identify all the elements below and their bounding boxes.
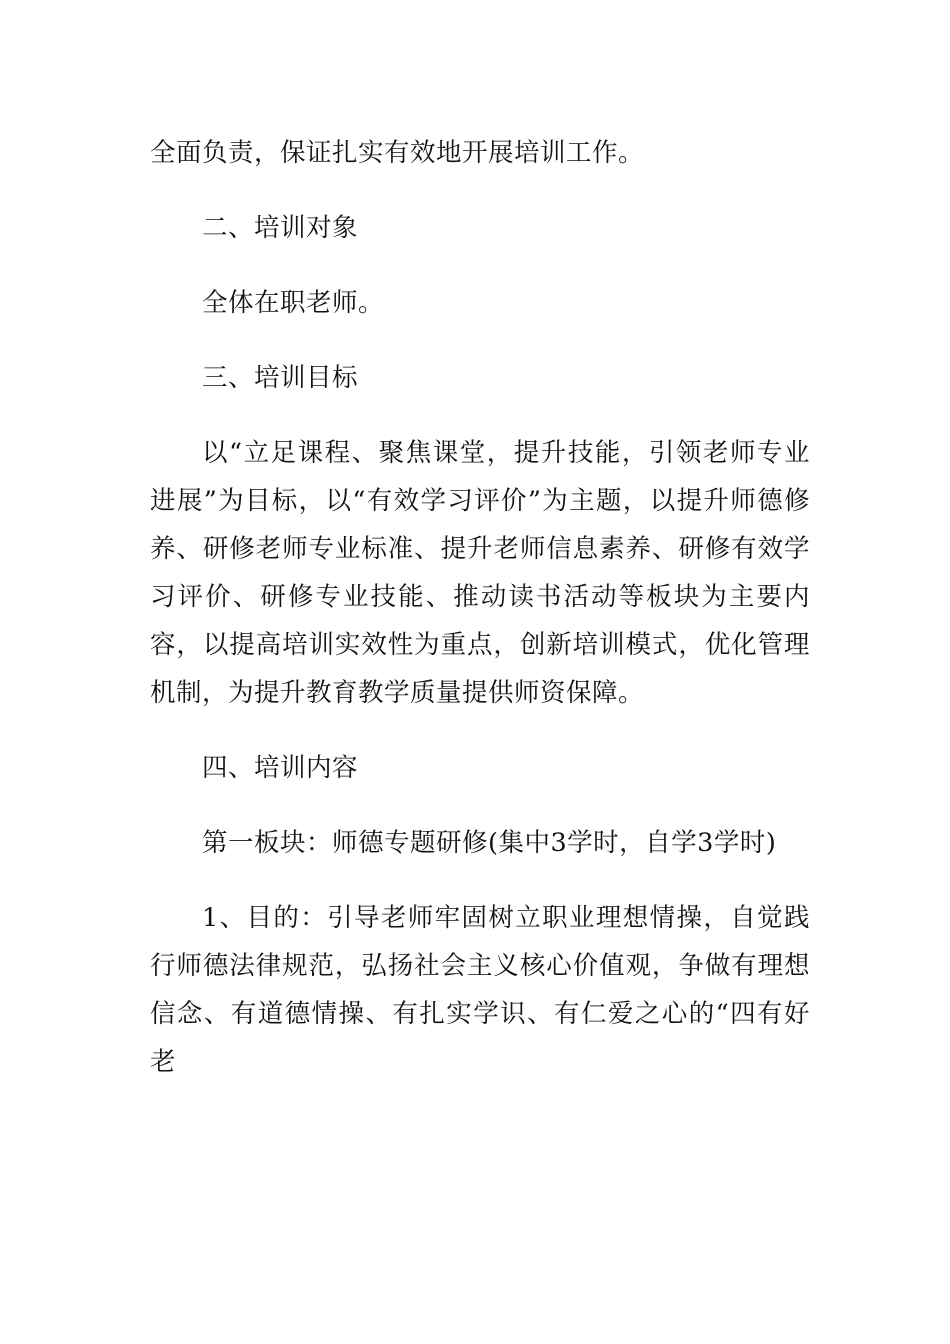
heading-training-goals: 三、培训目标 xyxy=(202,363,359,393)
paragraph-training-goals: 以“立足课程、聚焦课堂，提升技能，引领老师专业进展”为目标，以“有效学习评价”为主题，以提升师德修养、研修老师专业标准、提升老师信息素养、研修有效学习评价、研修专业技能、推动读书活动等板块为主要内容，以提高培训实效性为重点，创新培训模式，优化管理机制，为提升教育教学质量提供师资保障。 xyxy=(150,438,810,708)
subheading-first-module: 第一板块：师德专题研修(集中3学时，自学3学时) xyxy=(202,828,777,858)
paragraph-continuation: 全面负责，保证扎实有效地开展培训工作。 xyxy=(150,138,645,168)
heading-training-content: 四、培训内容 xyxy=(202,753,359,783)
document-body xyxy=(150,129,810,1113)
paragraph-first-module-purpose: 1、目的：引导老师牢固树立职业理想情操，自觉践行师德法律规范，弘扬社会主义核心价值观，争做有理想信念、有道德情操、有扎实学识、有仁爱之心的“四有好老 xyxy=(150,903,810,1077)
paragraph-target-group: 全体在职老师。 xyxy=(202,288,385,318)
heading-training-target-group: 二、培训对象 xyxy=(202,213,359,243)
